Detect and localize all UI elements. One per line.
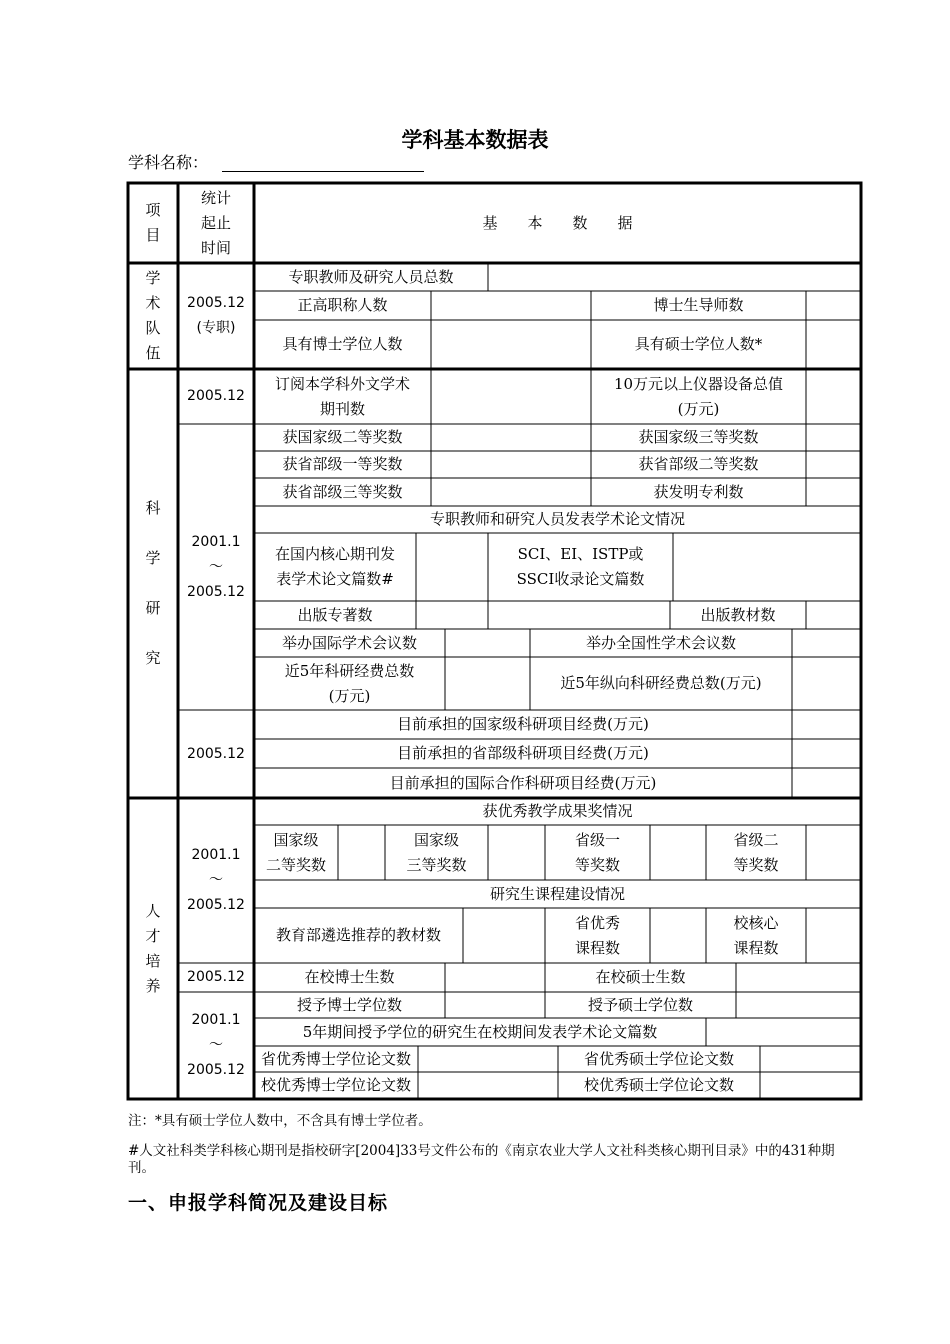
section-research: 科 学 研 究 <box>145 499 161 667</box>
label-equipment-value: 10万元以上仪器设备总值 (万元) <box>613 374 784 418</box>
label-monographs: 出版专著数 <box>297 605 373 624</box>
label-phd-degree: 具有博士学位人数 <box>282 335 403 353</box>
label-research-funds-5y: 近5年科研经费总数 (万元) <box>284 661 415 705</box>
label-ta-provincial-2nd: 省级二 等奖数 <box>733 830 779 874</box>
label-foreign-journals: 订阅本学科外文学术 期刊数 <box>274 374 410 418</box>
section-team: 学 术 队 伍 <box>145 269 161 362</box>
label-textbooks: 出版教材数 <box>700 605 776 624</box>
subject-name-label: 学科名称： <box>128 153 209 172</box>
period-research-b: 2001.1 ～ 2005.12 <box>187 533 245 600</box>
label-ta-national-3rd: 国家级 三等奖数 <box>406 830 467 874</box>
label-phd-students: 在校博士生数 <box>304 968 395 986</box>
label-sci-papers: SCI、EI、ISTP或 SSCI收录论文篇数 <box>516 545 645 588</box>
footnote-core-journals: #人文社科类学科核心期刊是指校研字[2004]33号文件公布的《南京农业大学人文社科类核心期刊目录》中的431种期刊。 <box>128 1143 835 1176</box>
label-senior-title: 正高职称人数 <box>297 296 388 314</box>
period-talent-c: 2001.1 ～ 2005.12 <box>187 1012 245 1078</box>
label-natl-project-funds: 目前承担的国家级科研项目经费(万元) <box>397 715 649 733</box>
label-prov-project-funds: 目前承担的省部级科研项目经费(万元) <box>397 744 649 762</box>
period-research-c: 2005.12 <box>187 745 245 762</box>
label-phd-degrees-awarded: 授予博士学位数 <box>296 995 402 1014</box>
period-research-a: 2005.12 <box>187 388 245 404</box>
label-master-students: 在校硕士生数 <box>595 968 686 986</box>
page-title: 学科基本数据表 <box>401 128 549 152</box>
label-phd-supervisors: 博士生导师数 <box>653 296 744 314</box>
label-master-degrees-awarded: 授予硕士学位数 <box>587 995 693 1014</box>
label-core-journal-papers: 在国内核心期刊发 表学术论文篇数# <box>274 545 395 588</box>
label-provincial-2nd: 获省部级二等奖数 <box>638 455 759 473</box>
header-period: 统计 起止 时间 <box>200 188 231 257</box>
footnote-master-degree: 注：*具有硕士学位人数中，不含具有博士学位者。 <box>128 1113 432 1129</box>
period-talent-a: 2001.1 ～ 2005.12 <box>187 847 245 913</box>
label-papers-header: 专职教师和研究人员发表学术论文情况 <box>429 510 685 528</box>
header-basic-data: 基 本 数 据 <box>482 213 633 232</box>
header-item: 项 目 <box>145 201 161 244</box>
label-vertical-funds-5y: 近5年纵向科研经费总数(万元) <box>560 674 762 692</box>
label-provincial-3rd: 获省部级三等奖数 <box>282 482 403 501</box>
label-master-degree: 具有硕士学位人数* <box>634 335 763 353</box>
label-teaching-awards-header: 获优秀教学成果奖情况 <box>482 802 633 820</box>
label-courses-header: 研究生课程建设情况 <box>489 884 625 903</box>
label-patents: 获发明专利数 <box>653 482 744 501</box>
label-moe-textbooks: 教育部遴选推荐的教材数 <box>275 926 441 944</box>
label-school-excellent-master-theses: 校优秀硕士学位论文数 <box>583 1076 734 1094</box>
section-talent: 人 才 培 养 <box>145 901 161 995</box>
label-national-2nd: 获国家级二等奖数 <box>282 428 403 446</box>
label-prov-excellent-courses: 省优秀 课程数 <box>574 913 620 957</box>
section-heading: 一、申报学科简况及建设目标 <box>128 1192 389 1214</box>
label-provincial-1st: 获省部级一等奖数 <box>282 455 403 473</box>
label-school-excellent-phd-theses: 校优秀博士学位论文数 <box>260 1076 411 1094</box>
label-ta-national-2nd: 国家级 二等奖数 <box>265 830 326 874</box>
label-ta-provincial-1st: 省级一 等奖数 <box>574 830 620 874</box>
label-intl-project-funds: 目前承担的国际合作科研项目经费(万元) <box>389 773 657 792</box>
label-full-time-staff: 专职教师及研究人员总数 <box>288 267 454 286</box>
label-student-papers-5y: 5年期间授予学位的研究生在校期间发表学术论文篇数 <box>302 1022 658 1041</box>
label-intl-conferences: 举办国际学术会议数 <box>281 633 417 652</box>
period-team: 2005.12 (专职) <box>187 295 245 336</box>
label-prov-excellent-phd-theses: 省优秀博士学位论文数 <box>260 1049 411 1068</box>
label-prov-excellent-master-theses: 省优秀硕士学位论文数 <box>583 1049 734 1068</box>
period-talent-b: 2005.12 <box>187 969 245 985</box>
label-natl-conferences: 举办全国性学术会议数 <box>585 633 736 652</box>
label-national-3rd: 获国家级三等奖数 <box>638 428 759 446</box>
label-school-core-courses: 校核心 课程数 <box>733 913 779 957</box>
